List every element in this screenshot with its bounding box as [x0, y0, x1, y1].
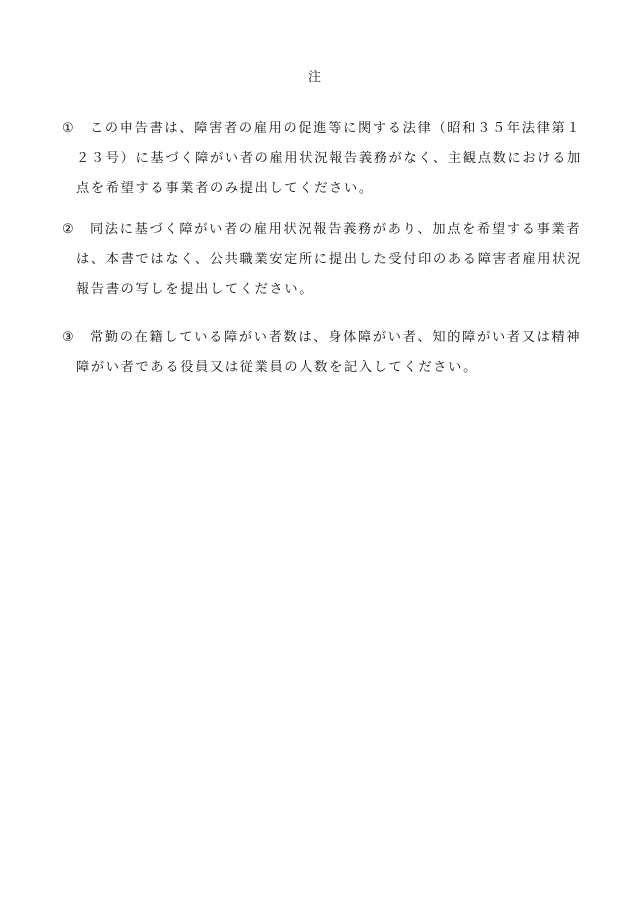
note-1-text-1: この申告書は、障害者の雇用の促進等に関する法律（昭和３５年法律第１	[90, 121, 582, 136]
note-3-marker: ③	[62, 330, 76, 345]
note-1-line-2: ２３号）に基づく障がい者の雇用状況報告義務がなく、主観点数における加	[76, 151, 582, 166]
note-2-line-3: 報告書の写しを提出してください。	[76, 282, 315, 297]
note-2-line-1	[62, 215, 590, 245]
note-3-text-1: 常勤の在籍している障がい者数は、身体障がい者、知的障がい者又は精神	[90, 330, 582, 345]
note-1	[62, 114, 590, 204]
note-3	[62, 323, 590, 383]
note-2	[62, 215, 590, 305]
note-2-marker: ②	[62, 222, 76, 237]
note-3-line-1	[62, 323, 590, 353]
note-1-line-1	[62, 114, 590, 144]
note-1-line-3: 点を希望する事業者のみ提出してください。	[76, 181, 374, 196]
note-1-marker: ①	[62, 121, 76, 136]
note-2-text-1: 同法に基づく障がい者の雇用状況報告義務があり、加点を希望する事業者	[90, 222, 582, 237]
note-3-line-2: 障がい者である役員又は従業員の人数を記入してください。	[76, 360, 478, 375]
note-2-line-2: は、本書ではなく、公共職業安定所に提出した受付印のある障害者雇用状況	[76, 252, 582, 267]
page-heading: 注	[307, 70, 322, 85]
